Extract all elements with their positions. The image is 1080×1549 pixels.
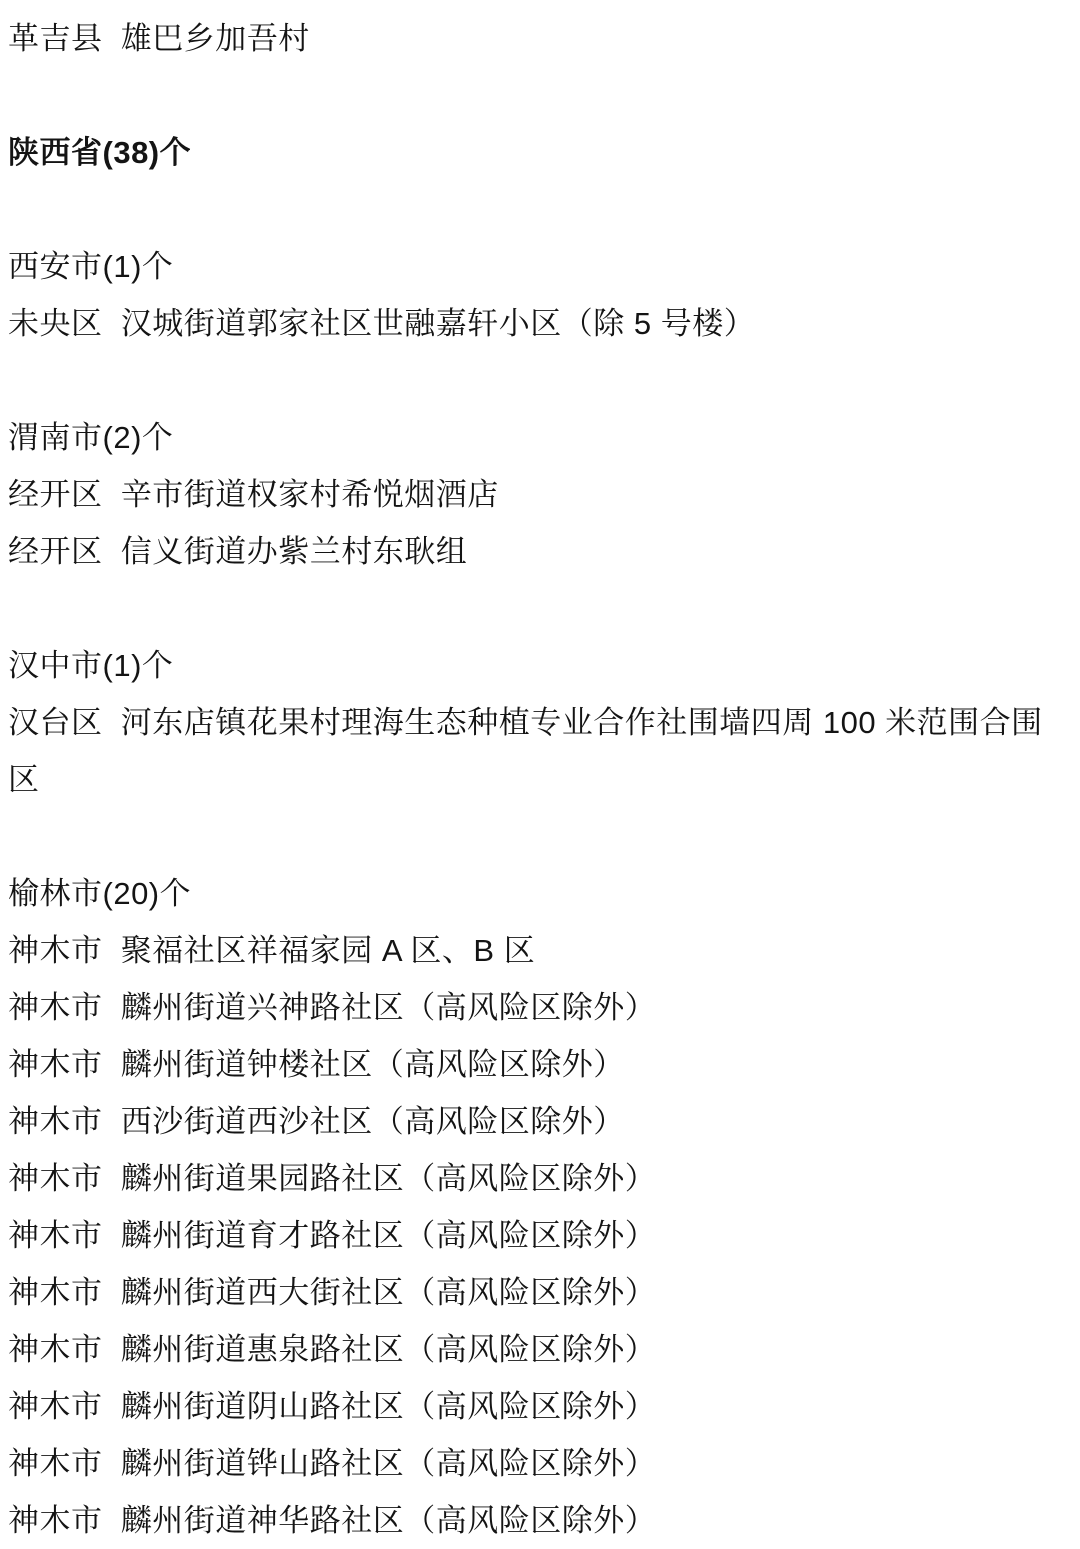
text-line: 未央区 汉城街道郭家社区世融嘉轩小区（除 5 号楼） [8, 306, 756, 341]
paragraph-spacer [8, 67, 1072, 124]
paragraph-spacer [8, 352, 1072, 409]
text-line: 神木市 麟州街道西大街社区（高风险区除外） [8, 1275, 657, 1310]
text-line: 神木市 西沙街道西沙社区（高风险区除外） [8, 1104, 625, 1139]
text-line: 渭南市(2)个 [8, 420, 174, 455]
text-line: 经开区 信义街道办紫兰村东耿组 [8, 534, 468, 569]
paragraph-spacer [8, 181, 1072, 238]
text-line: 西安市(1)个 [8, 249, 174, 284]
text-line: 经开区 辛市街道权家村希悦烟酒店 [8, 477, 499, 512]
text-line: 神木市 麟州街道钟楼社区（高风险区除外） [8, 1047, 625, 1082]
text-line: 榆林市(20)个 [8, 876, 192, 911]
text-line: 区 [8, 762, 40, 797]
text-line: 革吉县 雄巴乡加吾村 [8, 21, 310, 56]
text-line: 汉中市(1)个 [8, 648, 174, 683]
text-line: 神木市 麟州街道铧山路社区（高风险区除外） [8, 1446, 657, 1481]
text-line: 神木市 麟州街道惠泉路社区（高风险区除外） [8, 1332, 657, 1367]
section-heading: 陕西省(38)个 [8, 135, 192, 170]
text-line: 汉台区 河东店镇花果村理海生态种植专业合作社围墙四周 100 米范围合围 [8, 705, 1043, 740]
text-line: 神木市 麟州街道果园路社区（高风险区除外） [8, 1161, 657, 1196]
text-line: 神木市 麟州街道兴神路社区（高风险区除外） [8, 990, 657, 1025]
text-line: 神木市 麟州街道阴山路社区（高风险区除外） [8, 1389, 657, 1424]
text-line: 神木市 聚福社区祥福家园 A 区、B 区 [8, 933, 536, 968]
paragraph-spacer [8, 808, 1072, 865]
text-line: 神木市 麟州街道神华路社区（高风险区除外） [8, 1503, 657, 1538]
paragraph-spacer [8, 580, 1072, 637]
document-body [8, 10, 1072, 1549]
text-line: 神木市 麟州街道育才路社区（高风险区除外） [8, 1218, 657, 1253]
